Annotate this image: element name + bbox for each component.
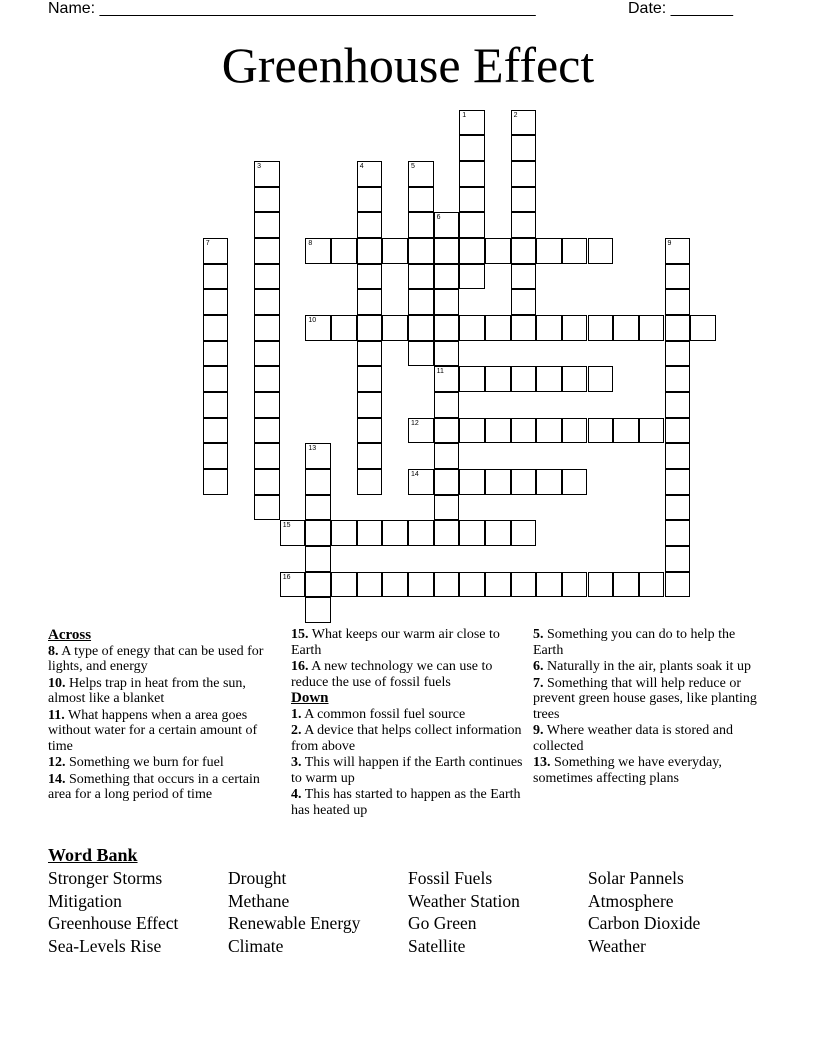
crossword-cell[interactable] <box>511 110 537 136</box>
crossword-cell[interactable] <box>511 572 537 598</box>
crossword-cell[interactable] <box>613 572 639 598</box>
crossword-cell[interactable] <box>562 238 588 264</box>
clue-down-9: 9. Where weather data is stored and collected <box>533 723 733 754</box>
crossword-cell[interactable] <box>639 418 665 444</box>
crossword-cell[interactable] <box>511 238 537 264</box>
crossword-cell[interactable] <box>434 469 460 495</box>
crossword-cell[interactable] <box>665 572 691 598</box>
crossword-cell[interactable] <box>536 366 562 392</box>
crossword-cell[interactable] <box>434 315 460 341</box>
crossword-cell[interactable] <box>511 264 537 290</box>
word-bank-word: Weather <box>588 936 646 956</box>
crossword-cell[interactable] <box>665 315 691 341</box>
crossword-cell[interactable] <box>203 341 229 367</box>
clue-number: 9 <box>667 240 672 248</box>
crossword-cell[interactable] <box>203 366 229 392</box>
crossword-cell[interactable] <box>254 289 280 315</box>
word-bank-word: Renewable Energy <box>228 913 361 933</box>
word-bank-word: Weather Station <box>408 891 520 911</box>
crossword-cell[interactable] <box>562 366 588 392</box>
crossword-cell[interactable] <box>485 469 511 495</box>
crossword-cell[interactable] <box>613 418 639 444</box>
clue-down-13: 13. Something we have everyday, sometimes affecting plans <box>533 755 722 786</box>
crossword-cell[interactable] <box>459 418 485 444</box>
crossword-cell[interactable] <box>536 572 562 598</box>
crossword-cell[interactable] <box>357 161 383 187</box>
crossword-cell[interactable] <box>203 315 229 341</box>
crossword-cell[interactable] <box>536 315 562 341</box>
crossword-cell[interactable] <box>665 443 691 469</box>
crossword-cell[interactable] <box>434 443 460 469</box>
crossword-cell[interactable] <box>357 341 383 367</box>
crossword-cell[interactable] <box>357 443 383 469</box>
crossword-cell[interactable] <box>665 418 691 444</box>
clue-number: 4 <box>359 163 364 171</box>
clue-number: 3 <box>257 163 261 171</box>
crossword-cell[interactable] <box>665 238 691 264</box>
clue-number: 5 <box>411 163 415 171</box>
crossword-cell[interactable] <box>562 315 588 341</box>
crossword-cell[interactable] <box>588 315 614 341</box>
crossword-cell[interactable] <box>408 161 434 187</box>
crossword-cell[interactable] <box>434 572 460 598</box>
crossword-cell[interactable] <box>408 572 434 598</box>
crossword-cell[interactable] <box>434 264 460 290</box>
crossword-cell[interactable] <box>665 520 691 546</box>
crossword-cell[interactable] <box>254 366 280 392</box>
crossword-cell[interactable] <box>408 418 434 444</box>
crossword-cell[interactable] <box>459 238 485 264</box>
crossword-cell[interactable] <box>588 238 614 264</box>
crossword-cell[interactable] <box>254 238 280 264</box>
crossword-cell[interactable] <box>434 366 460 392</box>
crossword-cell[interactable] <box>305 597 331 623</box>
crossword-cell[interactable] <box>357 469 383 495</box>
crossword-cell[interactable] <box>382 238 408 264</box>
down-heading: Down <box>291 690 329 706</box>
clue-number: 8 <box>308 240 313 248</box>
clue-number: 10 <box>308 317 317 324</box>
crossword-cell[interactable] <box>485 238 511 264</box>
crossword-cell[interactable] <box>459 366 485 392</box>
crossword-cell[interactable] <box>536 238 562 264</box>
crossword-cell[interactable] <box>434 238 460 264</box>
crossword-cell[interactable] <box>536 418 562 444</box>
word-bank-word: Atmosphere <box>588 891 674 911</box>
crossword-cell[interactable] <box>408 264 434 290</box>
crossword-cell[interactable] <box>459 469 485 495</box>
crossword-cell[interactable] <box>203 392 229 418</box>
crossword-cell[interactable] <box>203 469 229 495</box>
crossword-cell[interactable] <box>665 546 691 572</box>
crossword-cell[interactable] <box>305 520 331 546</box>
clue-number: 16 <box>282 573 291 581</box>
clue-across-16: 16. A new technology we can use to reduce the use of fossil fuels <box>291 659 493 690</box>
crossword-cell[interactable] <box>665 469 691 495</box>
crossword-cell[interactable] <box>408 315 434 341</box>
clue-down-2: 2. A device that helps collect information from above <box>291 723 522 754</box>
crossword-cell[interactable] <box>613 315 639 341</box>
crossword-cell[interactable] <box>485 520 511 546</box>
crossword-cell[interactable] <box>434 212 460 238</box>
crossword-cell[interactable] <box>280 520 306 546</box>
clues-column-2 <box>291 627 523 819</box>
crossword-cell[interactable] <box>665 289 691 315</box>
crossword-cell[interactable] <box>434 418 460 444</box>
crossword-cell[interactable] <box>254 212 280 238</box>
crossword-cell[interactable] <box>254 315 280 341</box>
crossword-cell[interactable] <box>690 315 716 341</box>
crossword-cell[interactable] <box>459 520 485 546</box>
clues-column-1 <box>48 627 280 804</box>
crossword-cell[interactable] <box>459 110 485 136</box>
crossword-cell[interactable] <box>536 469 562 495</box>
crossword-cell[interactable] <box>254 161 280 187</box>
crossword-cell[interactable] <box>331 315 357 341</box>
word-bank-word: Go Green <box>408 913 477 933</box>
crossword-cell[interactable] <box>305 495 331 521</box>
word-bank-word: Stronger Storms <box>48 868 163 888</box>
crossword-cell[interactable] <box>434 392 460 418</box>
crossword-cell[interactable] <box>408 187 434 213</box>
crossword-cell[interactable] <box>305 572 331 598</box>
across-heading: Across <box>48 627 92 643</box>
crossword-cell[interactable] <box>357 315 383 341</box>
crossword-cell[interactable] <box>254 392 280 418</box>
crossword-cell[interactable] <box>203 289 229 315</box>
crossword-cell[interactable] <box>485 315 511 341</box>
crossword-cell[interactable] <box>357 264 383 290</box>
crossword-cell[interactable] <box>357 212 383 238</box>
crossword-cell[interactable] <box>562 469 588 495</box>
date-field[interactable]: Date: _______ <box>628 0 733 17</box>
crossword-cell[interactable] <box>511 187 537 213</box>
crossword-cell[interactable] <box>357 520 383 546</box>
crossword-cell[interactable] <box>511 469 537 495</box>
clue-across-14: 14. Something that occurs in a certain area for a long period of time <box>48 771 260 802</box>
crossword-cell[interactable] <box>434 495 460 521</box>
clue-across-15: 15. What keeps our warm air close to Earth <box>291 627 500 658</box>
clue-down-7: 7. Something that will help reduce or prevent green house gases, like planting trees <box>533 675 757 722</box>
word-bank-word: Fossil Fuels <box>408 868 493 888</box>
crossword-cell[interactable] <box>254 187 280 213</box>
clue-number: 14 <box>411 470 419 478</box>
crossword-cell[interactable] <box>459 212 485 238</box>
crossword-cell[interactable] <box>408 289 434 315</box>
clue-across-8: 8. A type of enegy that can be used for lights, and energy <box>48 643 264 674</box>
crossword-cell[interactable] <box>588 572 614 598</box>
crossword-cell[interactable] <box>562 418 588 444</box>
crossword-cell[interactable] <box>511 366 537 392</box>
crossword-cell[interactable] <box>305 315 331 341</box>
crossword-cell[interactable] <box>331 572 357 598</box>
crossword-cell[interactable] <box>357 572 383 598</box>
name-field[interactable]: Name: _________________________________________________ <box>48 0 536 17</box>
crossword-cell[interactable] <box>305 546 331 572</box>
crossword-cell[interactable] <box>254 264 280 290</box>
clue-across-11: 11. What happens when a area goes without water for a certain amount of time <box>48 707 258 754</box>
crossword-cell[interactable] <box>511 161 537 187</box>
crossword-cell[interactable] <box>459 315 485 341</box>
crossword-cell[interactable] <box>203 443 229 469</box>
crossword-cell[interactable] <box>254 495 280 521</box>
crossword-cell[interactable] <box>665 366 691 392</box>
crossword-cell[interactable] <box>511 289 537 315</box>
crossword-cell[interactable] <box>203 238 229 264</box>
crossword-cell[interactable] <box>357 392 383 418</box>
crossword-cell[interactable] <box>408 341 434 367</box>
crossword-cell[interactable] <box>665 495 691 521</box>
word-bank-word: Methane <box>228 891 290 911</box>
word-bank-word: Climate <box>228 936 284 956</box>
crossword-cell[interactable] <box>459 187 485 213</box>
crossword-cell[interactable] <box>459 135 485 161</box>
crossword-cell[interactable] <box>357 289 383 315</box>
crossword-cell[interactable] <box>434 341 460 367</box>
crossword-cell[interactable] <box>588 418 614 444</box>
crossword-cell[interactable] <box>203 418 229 444</box>
clue-number: 1 <box>462 111 467 119</box>
clue-number: 7 <box>205 240 210 248</box>
crossword-cell[interactable] <box>639 572 665 598</box>
clue-across-12: 12. Something we burn for fuel <box>48 755 224 770</box>
clue-down-5: 5. Something you can do to help the Earth <box>533 627 736 658</box>
crossword-cell[interactable] <box>511 520 537 546</box>
clue-number: 12 <box>411 419 419 427</box>
clues-column-3 <box>533 627 765 787</box>
crossword-cell[interactable] <box>408 238 434 264</box>
crossword-cell[interactable] <box>408 469 434 495</box>
crossword-cell[interactable] <box>588 366 614 392</box>
crossword-cell[interactable] <box>357 238 383 264</box>
crossword-cell[interactable] <box>665 392 691 418</box>
word-bank-word: Drought <box>228 868 287 888</box>
clue-down-1: 1. A common fossil fuel source <box>291 706 466 722</box>
clue-down-3: 3. This will happen if the Earth continues to warm up <box>291 755 523 786</box>
crossword-cell[interactable] <box>485 572 511 598</box>
crossword-cell[interactable] <box>459 161 485 187</box>
crossword-cell[interactable] <box>305 469 331 495</box>
clue-number: 13 <box>308 445 317 453</box>
clue-number: 15 <box>282 522 291 530</box>
word-bank-title: Word Bank <box>48 845 138 865</box>
clue-number: 2 <box>513 111 518 119</box>
clue-number: 6 <box>436 214 441 222</box>
clue-across-10: 10. Helps trap in heat from the sun, almost like a blanket <box>48 675 246 706</box>
crossword-cell[interactable] <box>382 315 408 341</box>
crossword-cell[interactable] <box>485 418 511 444</box>
crossword-cell[interactable] <box>434 520 460 546</box>
page-title: Greenhouse Effect <box>221 37 595 93</box>
crossword-cell[interactable] <box>203 264 229 290</box>
crossword-cell[interactable] <box>511 135 537 161</box>
word-bank-word: Satellite <box>408 936 466 956</box>
word-bank-word: Mitigation <box>48 891 122 911</box>
crossword-cell[interactable] <box>305 238 331 264</box>
clue-down-6: 6. Naturally in the air, plants soak it up <box>533 659 751 674</box>
crossword-cell[interactable] <box>382 572 408 598</box>
word-bank-word: Carbon Dioxide <box>588 913 701 933</box>
crossword-cell[interactable] <box>511 212 537 238</box>
crossword-cell[interactable] <box>305 443 331 469</box>
crossword-cell[interactable] <box>408 212 434 238</box>
crossword-cell[interactable] <box>459 572 485 598</box>
word-bank-word: Sea-Levels Rise <box>48 936 162 956</box>
word-bank-word: Greenhouse Effect <box>48 913 179 933</box>
crossword-cell[interactable] <box>434 289 460 315</box>
crossword-cell[interactable] <box>459 264 485 290</box>
crossword-cell[interactable] <box>357 187 383 213</box>
word-bank-word: Solar Pannels <box>588 868 684 888</box>
crossword-cell[interactable] <box>511 418 537 444</box>
crossword-cell[interactable] <box>331 238 357 264</box>
clue-down-4: 4. This has started to happen as the Earth has heated up <box>291 787 521 818</box>
crossword-cell[interactable] <box>485 366 511 392</box>
crossword-cell[interactable] <box>254 469 280 495</box>
crossword-cell[interactable] <box>382 520 408 546</box>
crossword-cell[interactable] <box>254 443 280 469</box>
crossword-cell[interactable] <box>665 264 691 290</box>
crossword-cell[interactable] <box>280 572 306 598</box>
crossword-cell[interactable] <box>331 520 357 546</box>
crossword-cell[interactable] <box>357 366 383 392</box>
clue-number: 11 <box>436 368 444 376</box>
crossword-cell[interactable] <box>254 418 280 444</box>
crossword-cell[interactable] <box>408 520 434 546</box>
crossword-cell[interactable] <box>665 341 691 367</box>
crossword-cell[interactable] <box>562 572 588 598</box>
crossword-cell[interactable] <box>639 315 665 341</box>
crossword-cell[interactable] <box>511 315 537 341</box>
crossword-cell[interactable] <box>254 341 280 367</box>
crossword-cell[interactable] <box>357 418 383 444</box>
